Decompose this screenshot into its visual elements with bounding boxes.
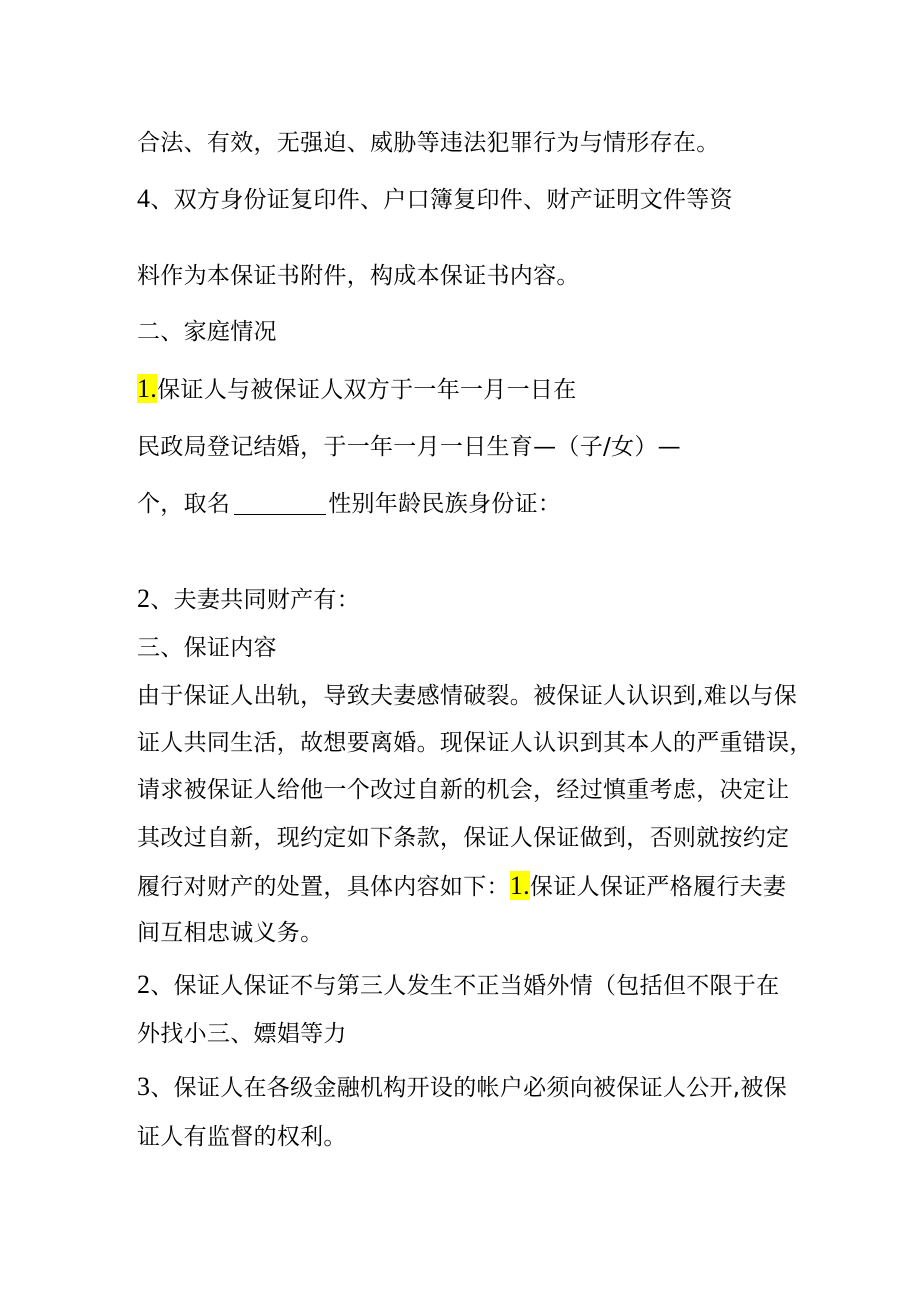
item-number: 2 (137, 970, 151, 999)
text-line (137, 373, 577, 406)
line-text: 请求被保证人给他一个改过自新的机会，经过慎重考虑，决定让 (137, 777, 790, 803)
text-line (137, 127, 720, 159)
text-line (137, 917, 323, 949)
section-heading (137, 316, 277, 348)
text-line (137, 1071, 787, 1104)
text-line (137, 260, 580, 292)
line-text: 、夫妻共同财产有： (150, 587, 361, 613)
item-number: 2 (137, 584, 151, 613)
text-line (137, 431, 681, 463)
line-text: 证人有监督的权利。 (137, 1124, 347, 1150)
line-text: 、保证人在各级金融机构开设的帐户必须向被保证人公开,被保 (150, 1075, 788, 1101)
section-heading (137, 632, 277, 664)
line-text: 由于保证人出轨，导致夫妻感情破裂。被保证人认识到,难以与保 (137, 683, 798, 709)
text-line (137, 727, 813, 759)
name-blank-underline (234, 492, 326, 515)
line-text: 保证人保证严格履行夫妻 (529, 874, 787, 900)
text-line (137, 583, 360, 616)
line-text: 民政局登记结婚，于一年一月一日生育—（子/女）— (137, 434, 681, 460)
item-number: 3 (137, 1072, 151, 1101)
line-text: 其改过自新，现约定如下条款，保证人保证做到，否则就按约定 (137, 825, 790, 851)
highlighted-item-number: 1. (137, 374, 158, 403)
text-line (137, 870, 786, 903)
text-line (137, 969, 779, 1002)
line-text: 合法、有效，无强迫、威胁等违法犯罪行为与情形存在。 (137, 130, 720, 156)
highlighted-item-number: 1. (509, 871, 530, 900)
text-line (137, 1121, 347, 1153)
line-text: 、双方身份证复印件、户口簿复印件、财产证明文件等资 (150, 187, 733, 213)
line-text: 性别年龄民族身份证： (328, 491, 562, 517)
line-text: 履行对财产的处置，具体内容如下： (137, 874, 510, 900)
text-line (137, 774, 789, 806)
item-number: 4 (137, 184, 151, 213)
text-line (137, 183, 733, 216)
line-text: 、保证人保证不与第三人发生不正当婚外情（包括但不限于在 (150, 973, 780, 999)
heading-text: 三、保证内容 (137, 635, 277, 661)
line-text: 证人共同生活，故想要离婚。现保证人认识到其本人的严重错误， (137, 730, 813, 756)
line-text: 外找小三、嫖娼等力 (137, 1021, 347, 1047)
text-line (137, 680, 797, 712)
text-line (137, 822, 789, 854)
line-text: 个，取名 (137, 491, 231, 517)
heading-text: 二、家庭情况 (137, 319, 277, 345)
line-text: 保证人与被保证人双方于一年一月一日在 (157, 377, 577, 403)
line-text: 料作为本保证书附件，构成本保证书内容。 (137, 263, 580, 289)
text-line (137, 488, 561, 520)
text-line (137, 1018, 347, 1050)
line-text: 间互相忠诚义务。 (137, 920, 324, 946)
